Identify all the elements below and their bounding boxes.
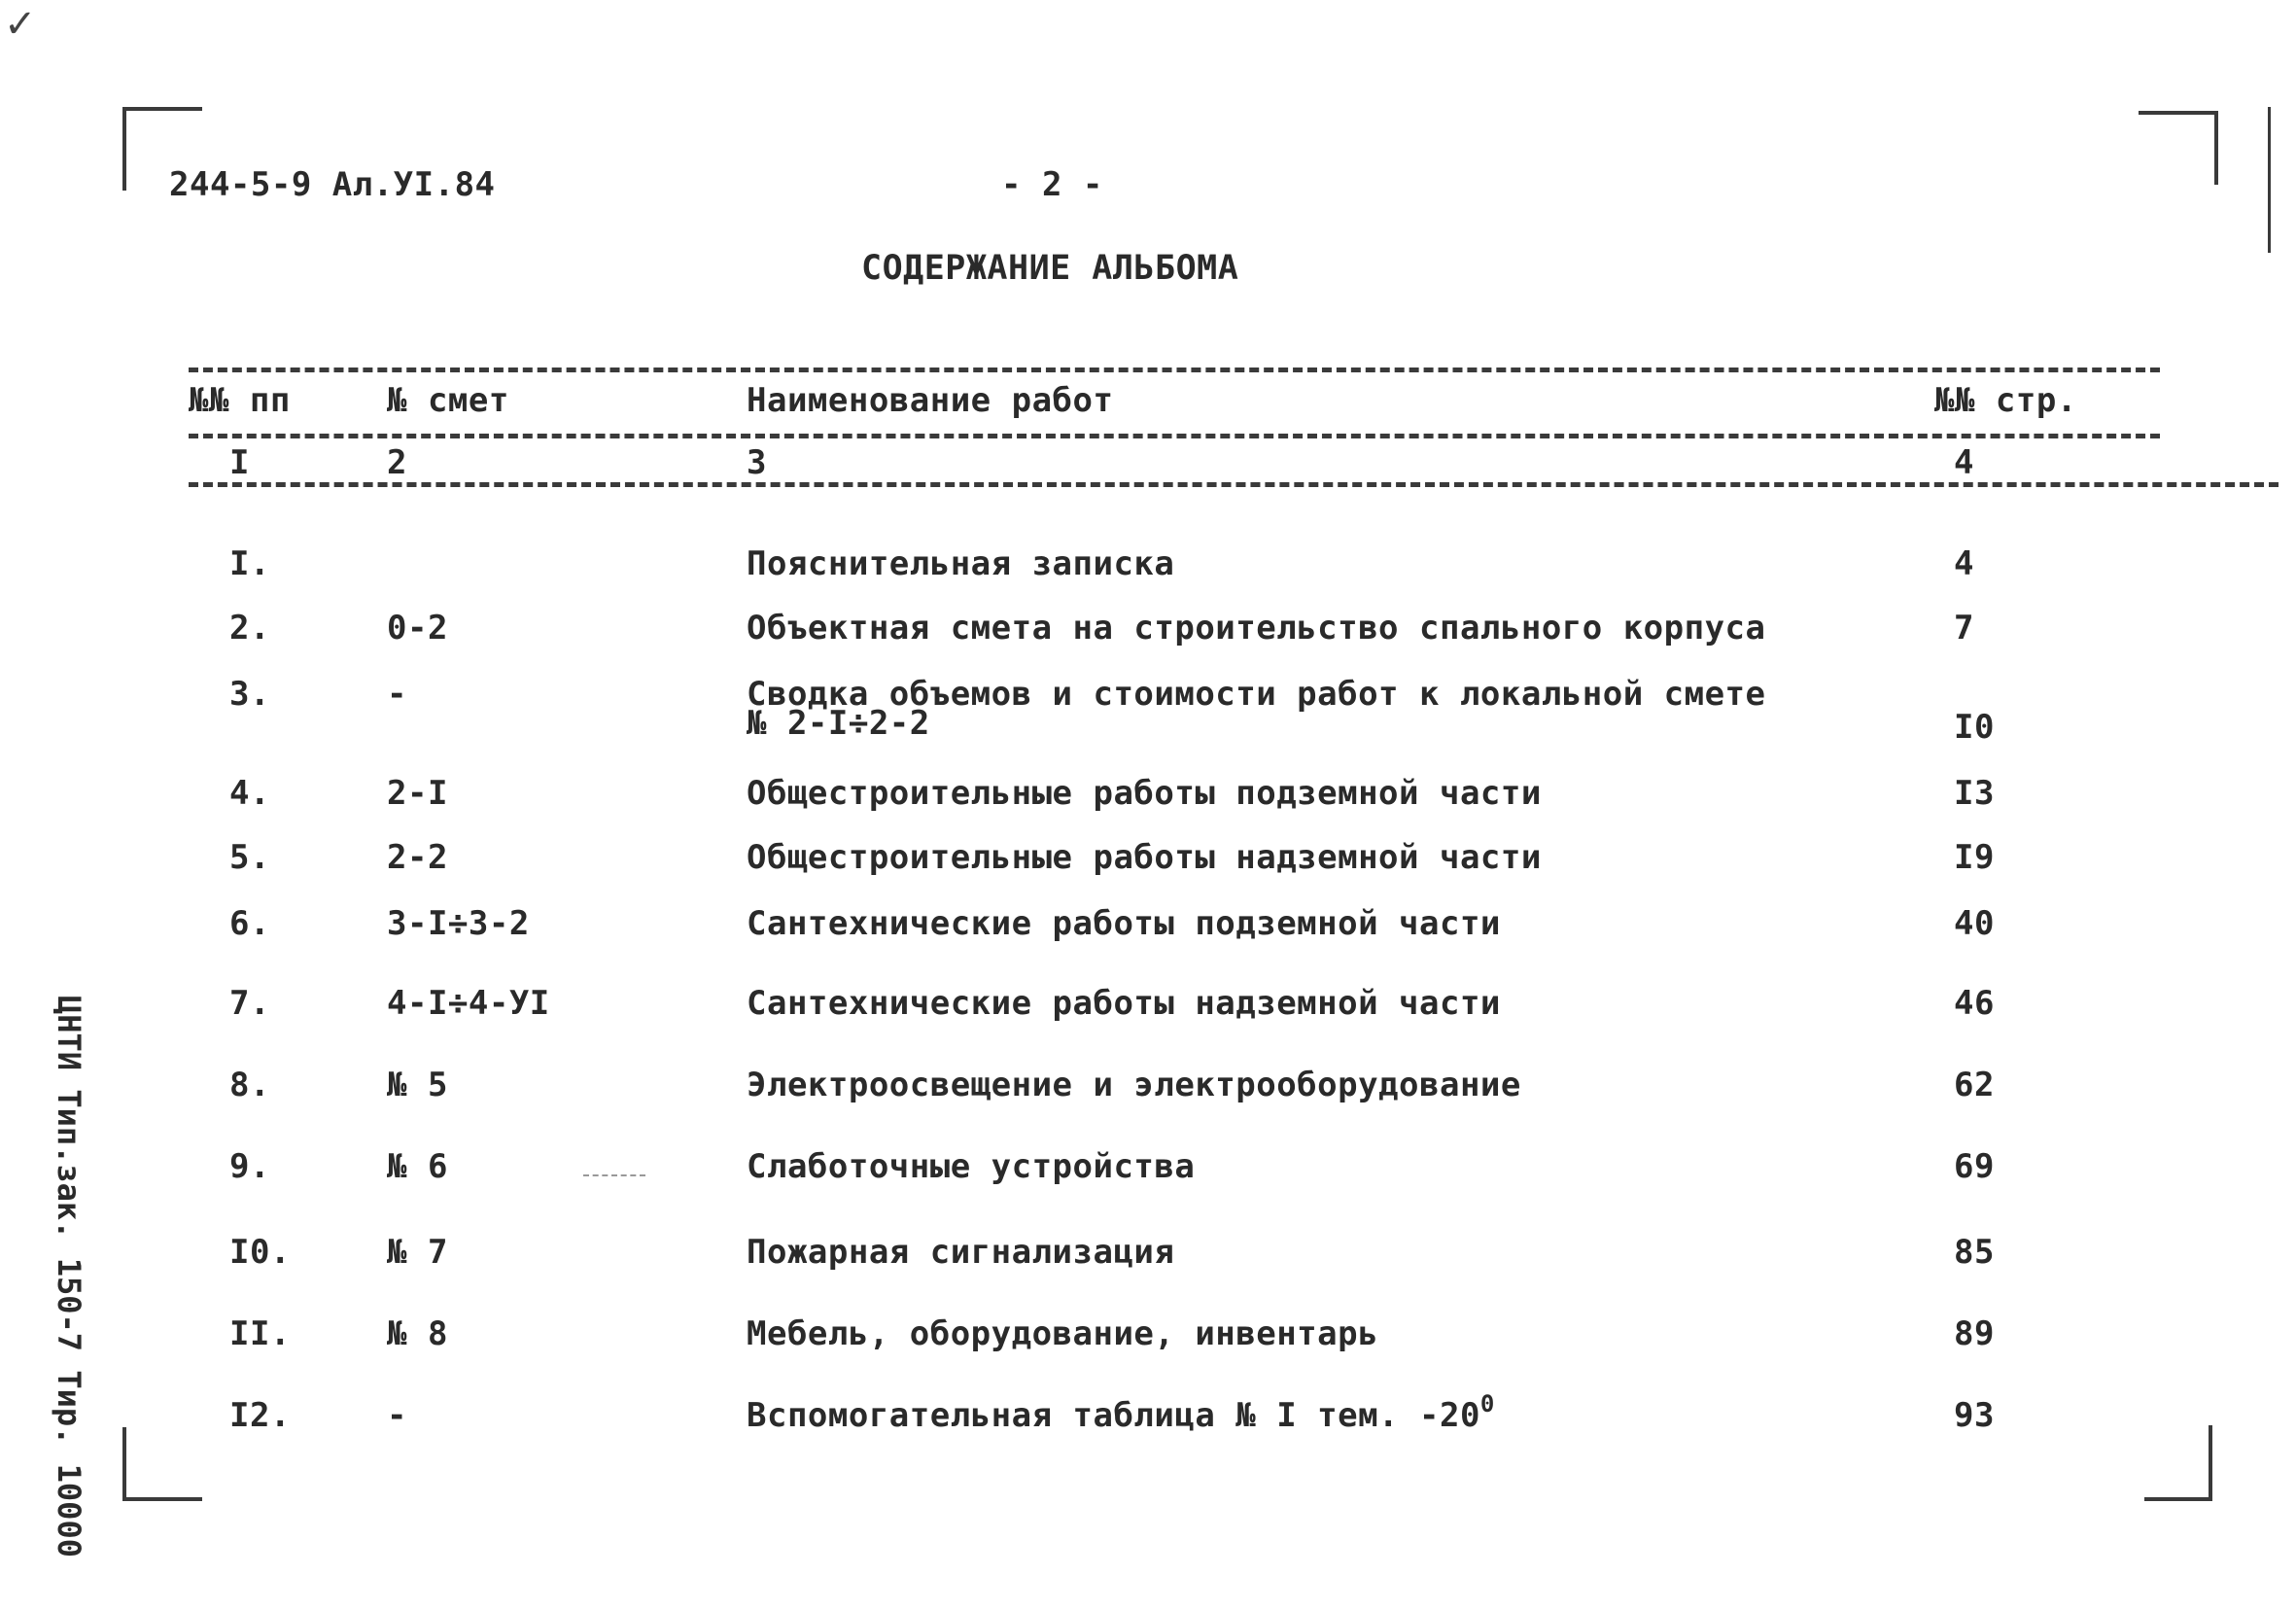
row-estimate: - xyxy=(387,1396,407,1435)
column-header-item-number: №№ пп xyxy=(189,381,291,420)
column-number-1: I xyxy=(229,443,250,482)
page-number: - 2 - xyxy=(1001,165,1103,204)
page-edge-line xyxy=(2268,107,2271,253)
row-work-name: Электроосвещение и электрооборудование xyxy=(747,1066,1521,1104)
row-estimate: № 7 xyxy=(387,1233,448,1272)
row-number: I. xyxy=(229,544,270,583)
row-work-name: Общестроительные работы надземной части xyxy=(747,838,1542,877)
row-number: 4. xyxy=(229,774,270,813)
stray-dash-mark xyxy=(583,1174,645,1176)
column-number-3: 3 xyxy=(747,443,767,482)
row-work-name: Объектная смета на строительство спального корпуса xyxy=(747,609,1766,648)
column-number-2: 2 xyxy=(387,443,407,482)
document-code: 244-5-9 Ал.УI.84 xyxy=(169,165,496,204)
row-number: 8. xyxy=(229,1066,270,1104)
row-number: 3. xyxy=(229,675,270,714)
row-estimate: - xyxy=(387,675,407,714)
row-estimate: № 6 xyxy=(387,1147,448,1186)
row-work-name: Сантехнические работы надземной части xyxy=(747,984,1501,1023)
printer-note: ЦНТИ Тип.зак. 150-7 Тир. 10000 xyxy=(51,996,87,1558)
row-work-name: Мебель, оборудование, инвентарь xyxy=(747,1314,1379,1353)
row-page: 7 xyxy=(1954,609,1974,648)
row-page: I3 xyxy=(1954,774,1995,813)
corner-mark-bottom-right xyxy=(2144,1425,2212,1501)
row-page: 89 xyxy=(1954,1314,1995,1353)
row-page: 4 xyxy=(1954,544,1974,583)
row-number: 7. xyxy=(229,984,270,1023)
table-header-rule xyxy=(189,434,2160,438)
row-number: I0. xyxy=(229,1233,291,1272)
row-page: 69 xyxy=(1954,1147,1995,1186)
column-header-estimate-number: № смет xyxy=(387,381,509,420)
column-header-page-number: №№ стр. xyxy=(1934,381,2077,420)
row-estimate: 2-2 xyxy=(387,838,448,877)
column-number-4: 4 xyxy=(1954,443,1974,482)
row-number: II. xyxy=(229,1314,291,1353)
row-estimate: № 5 xyxy=(387,1066,448,1104)
row-page: 85 xyxy=(1954,1233,1995,1272)
row-number: I2. xyxy=(229,1396,291,1435)
row-work-name: Пожарная сигнализация xyxy=(747,1233,1175,1272)
row-number: 5. xyxy=(229,838,270,877)
row-page: 62 xyxy=(1954,1066,1995,1104)
table-number-rule xyxy=(189,482,2279,487)
page-title: СОДЕРЖАНИЕ АЛЬБОМА xyxy=(861,249,1239,288)
row-number: 6. xyxy=(229,904,270,943)
row-work-name: Слаботочные устройства xyxy=(747,1147,1196,1186)
corner-mark-top-right xyxy=(2139,111,2218,185)
row-page: 93 xyxy=(1954,1396,1995,1435)
row-estimate: 2-I xyxy=(387,774,448,813)
row-number: 2. xyxy=(229,609,270,648)
column-header-work-name: Наименование работ xyxy=(747,381,1114,420)
row-number: 9. xyxy=(229,1147,270,1186)
row-estimate: № 8 xyxy=(387,1314,448,1353)
row-page: I0 xyxy=(1954,708,1995,747)
row-work-name: Общестроительные работы подземной части xyxy=(747,774,1542,813)
row-page: 46 xyxy=(1954,984,1995,1023)
corner-mark-bottom-left xyxy=(122,1427,202,1501)
row-estimate: 3-I÷3-2 xyxy=(387,904,530,943)
row-estimate: 0-2 xyxy=(387,609,448,648)
row-work-name-continued: № 2-I÷2-2 xyxy=(747,704,930,743)
row-work-name: Вспомогательная таблица № I тем. -20 xyxy=(747,1396,1480,1435)
row-page: I9 xyxy=(1954,838,1995,877)
row-estimate: 4-I÷4-УI xyxy=(387,984,550,1023)
row-work-name-with-superscript xyxy=(747,1390,1495,1435)
row-work-name: Пояснительная записка xyxy=(747,544,1175,583)
row-work-name: Сводка объемов и стоимости работ к локальной смете xyxy=(747,675,1766,714)
degree-superscript: 0 xyxy=(1479,1390,1495,1418)
table-top-rule xyxy=(189,368,2160,372)
row-page: 40 xyxy=(1954,904,1995,943)
check-mark-icon: ✓ xyxy=(4,2,37,47)
row-work-name: Сантехнические работы подземной части xyxy=(747,904,1501,943)
